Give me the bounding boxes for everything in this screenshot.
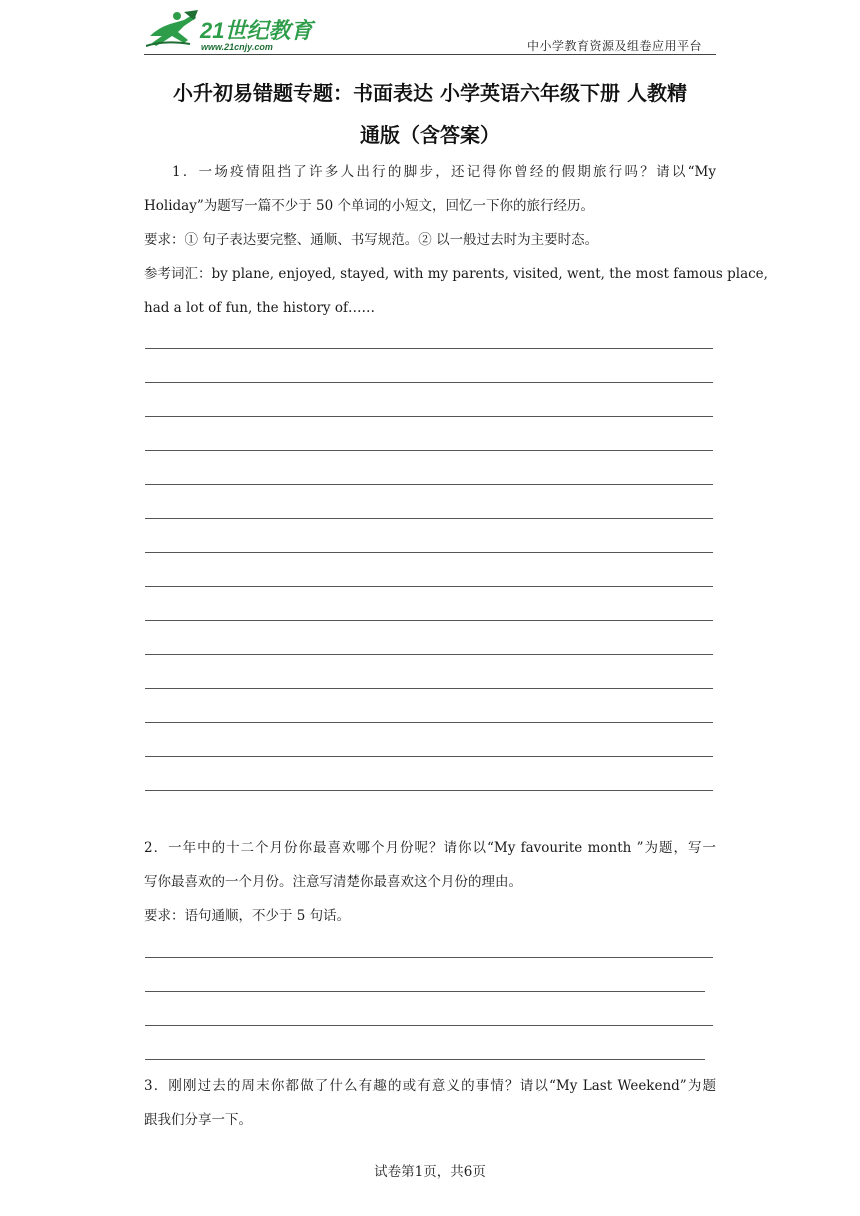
question-1-vocab-line-1: 参考词汇：by plane, enjoyed, stayed, with my parents, visited, went, the most famous place, bbox=[144, 266, 768, 282]
page-header bbox=[144, 8, 716, 56]
header-divider bbox=[144, 54, 716, 55]
answer-line[interactable] bbox=[145, 484, 713, 485]
answer-line[interactable] bbox=[145, 1025, 713, 1026]
question-2-line-1: 2．一年中的十二个月份你最喜欢哪个月份呢？请你以“My favourite month ”为题，写一 bbox=[144, 840, 716, 856]
answer-line[interactable] bbox=[145, 654, 713, 655]
page-title-line-2: 通版（含答案） bbox=[360, 123, 500, 147]
answer-line[interactable] bbox=[145, 620, 713, 621]
svg-text:www.21cnjy.com: www.21cnjy.com bbox=[201, 42, 273, 52]
header-tagline: 中小学教育资源及组卷应用平台 bbox=[526, 39, 702, 53]
svg-text:21世纪教育: 21世纪教育 bbox=[200, 18, 313, 43]
question-1-line-2: Holiday”为题写一篇不少于 50 个单词的小短文，回忆一下你的旅行经历。 bbox=[144, 198, 595, 214]
answer-line[interactable] bbox=[145, 382, 713, 383]
runner-icon bbox=[146, 10, 198, 46]
answer-line[interactable] bbox=[145, 957, 713, 958]
answer-line[interactable] bbox=[145, 518, 713, 519]
answer-line[interactable] bbox=[145, 790, 713, 791]
answer-line[interactable] bbox=[145, 756, 713, 757]
question-1-requirements: 要求：① 句子表达要完整、通顺、书写规范。② 以一般过去时为主要时态。 bbox=[144, 232, 599, 248]
answer-line[interactable] bbox=[145, 348, 713, 349]
page-title-line-1: 小升初易错题专题：书面表达 小学英语六年级下册 人教精 bbox=[173, 81, 687, 105]
answer-line[interactable] bbox=[145, 722, 713, 723]
question-2-line-2: 写你最喜欢的一个月份。注意写清楚你最喜欢这个月份的理由。 bbox=[144, 874, 522, 890]
answer-line[interactable] bbox=[145, 1059, 705, 1060]
answer-line[interactable] bbox=[145, 416, 713, 417]
question-1-vocab-line-2: had a lot of fun, the history of…… bbox=[144, 300, 375, 316]
page-footer: 试卷第1页，共6页 bbox=[374, 1164, 486, 1180]
answer-line[interactable] bbox=[145, 450, 713, 451]
answer-line[interactable] bbox=[145, 586, 713, 587]
question-2-requirements: 要求：语句通顺，不少于 5 句话。 bbox=[144, 908, 351, 924]
answer-line[interactable] bbox=[145, 552, 713, 553]
question-3-line-2: 跟我们分享一下。 bbox=[144, 1112, 252, 1128]
site-logo bbox=[144, 10, 319, 54]
answer-line[interactable] bbox=[145, 688, 713, 689]
answer-line[interactable] bbox=[145, 991, 705, 992]
question-1-line-1: 1．一场疫情阻挡了许多人出行的脚步，还记得你曾经的假期旅行吗？请以“My bbox=[172, 164, 716, 180]
question-3-line-1: 3．刚刚过去的周末你都做了什么有趣的或有意义的事情？请以“My Last Weekend”为题 bbox=[144, 1078, 716, 1094]
